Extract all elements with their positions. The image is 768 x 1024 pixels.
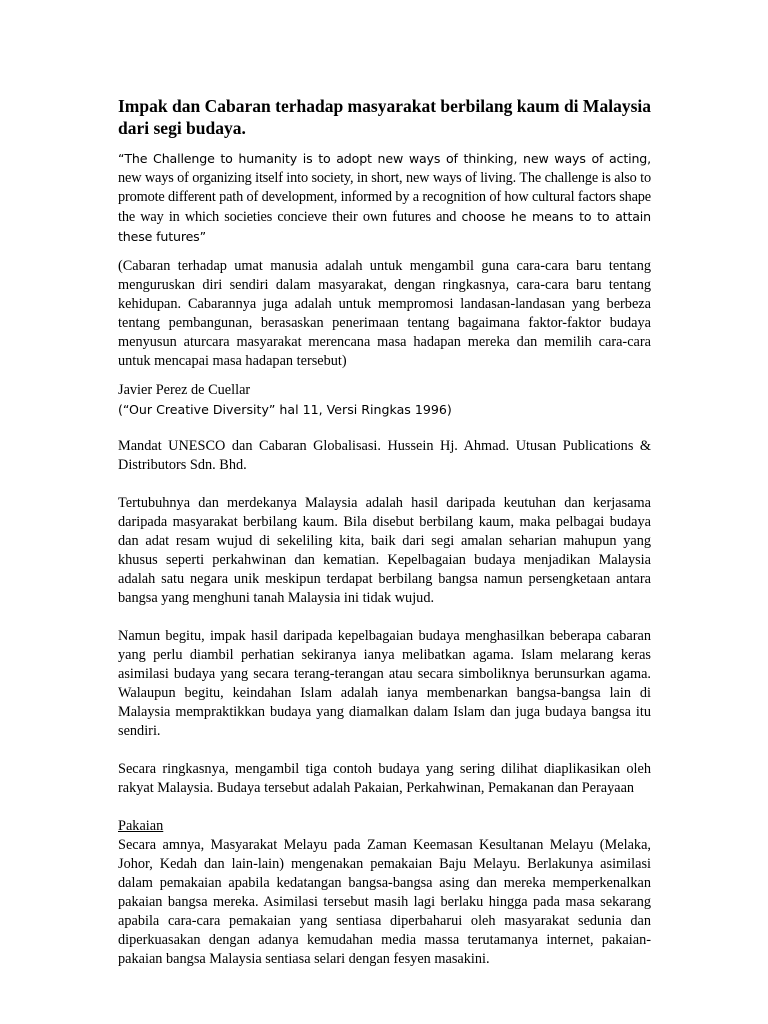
- document-page: [118, 95, 651, 969]
- quote-part-2: new ways of organizing itself into society, in short, new ways of living. The challenge is also to promote different path of development, informed by a recognition of how cultural factors shape the way in which societies concieve their own futures and: [118, 170, 651, 225]
- quote-part-3: choose he means to to attain these futures”: [118, 209, 651, 244]
- quote-attribution: [118, 381, 651, 419]
- section-body-pakaian: Secara amnya, Masyarakat Melayu pada Zaman Keemasan Kesultanan Melayu (Melaka, Johor, Kedah dan lain-lain) mengenakan pemakaian Baju Melayu. Berlakunya asimilasi dalam pemakaian apabila kedatangan bangsa-bangsa asing dan mereka memperkenalkan pakaian bangsa mereka. Asimilasi tersebut masih lagi berlaku hingga pada masa sekarang apabila cara-cara pemakaian yang sentiasa diperbaharui oleh masyarakat sedunia dan diperkuasakan dengan adanya kemudahan media massa terutamanya internet, pakaian-pakaian bangsa Malaysia sentiasa selari dengan fesyen masakini.: [118, 837, 651, 967]
- author-name: Javier Perez de Cuellar: [118, 382, 251, 398]
- paragraph-2: Namun begitu, impak hasil daripada kepelbagaian budaya menghasilkan beberapa cabaran yang perlu diambil perhatian sekiranya ianya melibatkan agama. Islam melarang keras asimilasi budaya yang secara terang-terangan atau secara simboliknya berunsurkan agama. Walaupun begitu, keindahan Islam adalah ianya membenarkan bangsa-bangsa lain di Malaysia mempraktikkan budaya yang diamalkan dalam Islam dan juga budaya bangsa itu sendiri.: [118, 628, 651, 739]
- english-quote: [118, 149, 651, 247]
- document-title: Impak dan Cabaran terhadap masyarakat berbilang kaum di Malaysia dari segi budaya.: [118, 96, 651, 138]
- quote-part-1: “The Challenge to humanity is to adopt new ways of thinking, new ways of acting,: [118, 151, 651, 166]
- paragraph-3: Secara ringkasnya, mengambil tiga contoh budaya yang sering dilihat diaplikasikan oleh rakyat Malaysia. Budaya tersebut adalah Pakaian, Perkahwinan, Pemakanan dan Perayaan: [118, 761, 651, 796]
- source-reference: Mandat UNESCO dan Cabaran Globalisasi. Hussein Hj. Ahmad. Utusan Publications & Distributors Sdn. Bhd.: [118, 438, 651, 473]
- paragraph-1: Tertubuhnya dan merdekanya Malaysia adalah hasil daripada keutuhan dan kerjasama daripada masyarakat berbilang kaum. Bila disebut berbilang kaum, maka pelbagai budaya dan adat resam wujud di sekeliling kita, baik dari segi amalan seharian mahupun yang khusus seperti perkahwinan dan kematian. Kepelbagaian budaya menjadikan Malaysia adalah satu negara unik meskipun terdapat berbilang bangsa namun persengketaan antara bangsa yang menghuni tanah Malaysia ini tidak wujud.: [118, 495, 651, 606]
- malay-translation: (Cabaran terhadap umat manusia adalah untuk mengambil guna cara-cara baru tentang menguruskan diri sendiri dalam masyarakat, dengan ringkasnya, cara-cara baru tentang kehidupan. Cabarannya juga adalah untuk mempromosi landasan-landasan yang berbeza tentang pembangunan, berasaskan penerimaan tentang bagaimana faktor-faktor budaya menyusun aturcara masyarakat merencana masa hadapan mereka dan memilih cara-cara untuk mencapai masa hadapan tersebut): [118, 258, 651, 369]
- author-citation: (“Our Creative Diversity” hal 11, Versi Ringkas 1996): [118, 402, 452, 417]
- section-heading-pakaian: Pakaian: [118, 818, 164, 834]
